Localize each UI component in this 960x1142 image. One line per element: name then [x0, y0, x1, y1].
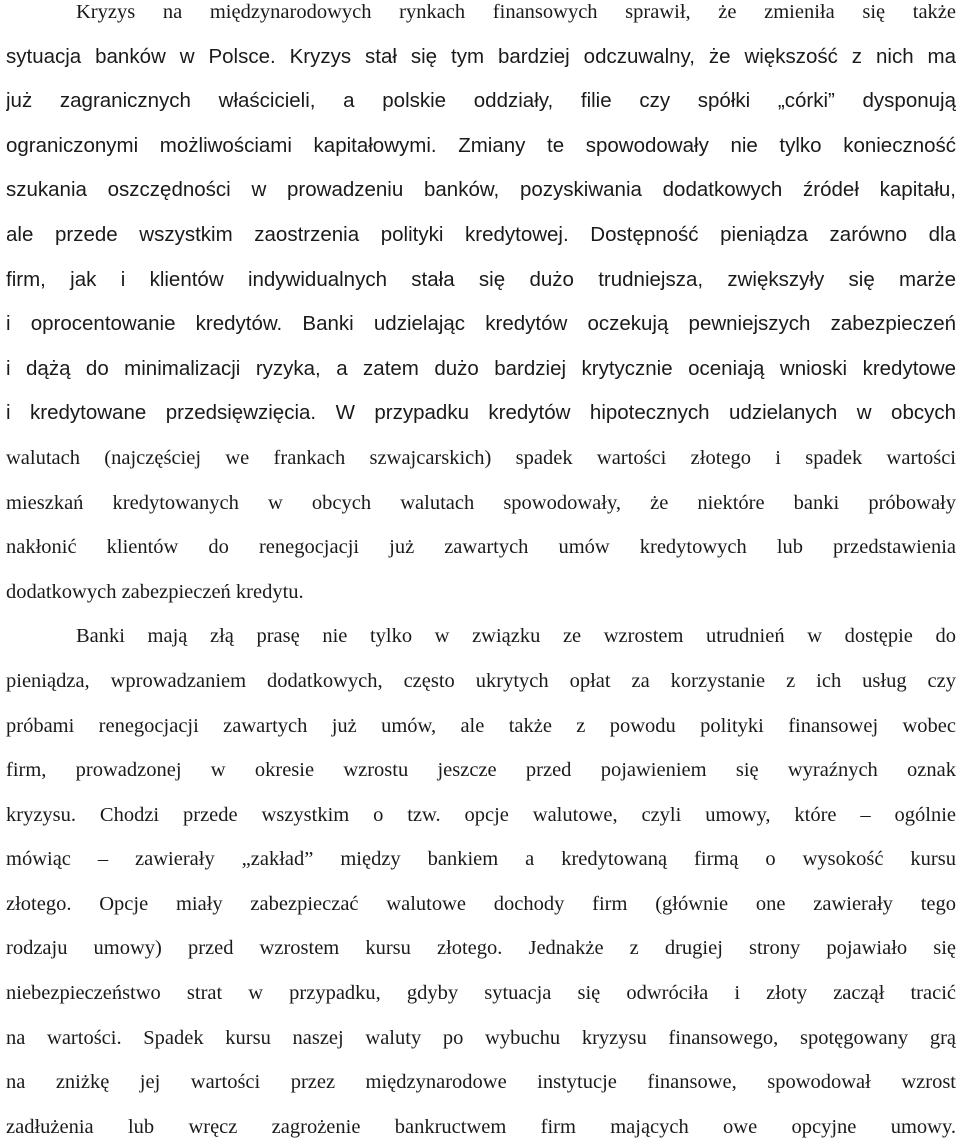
text-line: Banki mają złą prasę nie tylko w związku ze wzrostem utrudnień w dostępie do: [76, 625, 956, 648]
text-line: mieszkań kredytowanych w obcych walutach spowodowały, że niektóre banki próbowały: [6, 491, 956, 514]
text-line: ograniczonymi możliwościami kapitałowymi. Zmiany te spowodowały nie tylko konieczność: [6, 133, 956, 157]
text-line: firm, prowadzonej w okresie wzrostu jeszcze przed pojawieniem się wyraźnych oznak: [6, 759, 956, 782]
text-line: nakłonić klientów do renegocjacji już zawartych umów kredytowych lub przedstawienia: [6, 536, 956, 559]
text-line: pieniądza, wprowadzaniem dodatkowych, często ukrytych opłat za korzystanie z ich usług czy: [6, 669, 956, 692]
text-line: Kryzys na międzynarodowych rynkach finansowych sprawił, że zmieniła się także: [76, 1, 956, 23]
text-line: zadłużenia lub wręcz zagrożenie bankructwem firm mających owe opcyjne umowy.: [6, 1115, 956, 1138]
text-line: mówiąc – zawierały „zakład” między bankiem a kredytowaną firmą o wysokość kursu: [6, 848, 956, 871]
text-line: rodzaju umowy) przed wzrostem kursu złotego. Jednakże z drugiej strony pojawiało się: [6, 937, 956, 960]
text-line: dodatkowych zabezpieczeń kredytu.: [6, 580, 304, 603]
text-line: i kredytowane przedsięwzięcia. W przypadku kredytów hipotecznych udzielanych w obcych: [6, 401, 956, 425]
text-line: złotego. Opcje miały zabezpieczać walutowe dochody firm (głównie one zawierały tego: [6, 892, 956, 915]
text-line: szukania oszczędności w prowadzeniu banków, pozyskiwania dodatkowych źródeł kapitału,: [6, 178, 956, 202]
text-line: kryzysu. Chodzi przede wszystkim o tzw. opcje walutowe, czyli umowy, które – ogólnie: [6, 803, 956, 826]
text-line: i oprocentowanie kredytów. Banki udzielając kredytów oczekują pewniejszych zabezpieczeń: [6, 312, 956, 336]
text-line: niebezpieczeństwo strat w przypadku, gdyby sytuacja się odwróciła i złoty zaczął tracić: [6, 982, 956, 1005]
text-line: sytuacja banków w Polsce. Kryzys stał się tym bardziej odczuwalny, że większość z nich ma: [6, 44, 956, 68]
text-line: już zagranicznych właścicieli, a polskie oddziały, filie czy spółki „córki” dysponują: [6, 89, 956, 113]
text-line: firm, jak i klientów indywidualnych stała się dużo trudniejsza, zwiększyły się marże: [6, 267, 956, 291]
text-line: walutach (najczęściej we frankach szwajcarskich) spadek wartości złotego i spadek wartości: [6, 446, 956, 469]
text-line: i dążą do minimalizacji ryzyka, a zatem dużo bardziej krytycznie oceniają wnioski kredytowe: [6, 356, 956, 380]
document-body: [6, 0, 956, 1142]
text-line: na wartości. Spadek kursu naszej waluty po wybuchu kryzysu finansowego, spotęgowany grą: [6, 1026, 956, 1049]
text-line: na zniżkę jej wartości przez międzynarodowe instytucje finansowe, spowodował wzrost: [6, 1071, 956, 1094]
text-line: ale przede wszystkim zaostrzenia polityki kredytowej. Dostępność pieniądza zarówno dla: [6, 222, 956, 246]
text-line: próbami renegocjacji zawartych już umów, ale także z powodu polityki finansowej wobec: [6, 714, 956, 737]
